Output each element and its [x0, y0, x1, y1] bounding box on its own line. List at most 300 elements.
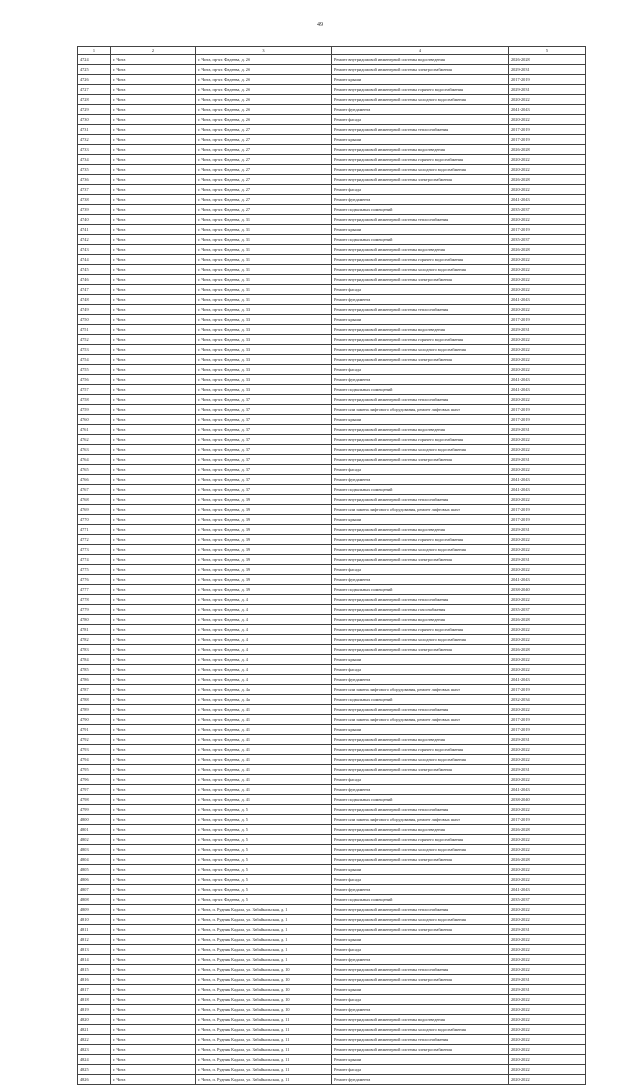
address: г. Чита, пр-кт. Фадеева, д. 5	[196, 835, 332, 845]
municipality: г. Чита	[111, 495, 196, 505]
row-number: 4744	[78, 255, 111, 265]
municipality: г. Чита	[111, 605, 196, 615]
repair-work-type: Ремонт фундамента	[332, 575, 509, 585]
planned-period: 2020-2022	[509, 945, 586, 955]
table-row	[78, 855, 586, 865]
address: г. Чита, пр-кт. Фадеева, д. 37	[196, 425, 332, 435]
repair-work-type: Ремонт внутридомовой инженерной системы горячего водоснабжения	[332, 255, 509, 265]
table-row	[78, 445, 586, 455]
address: г. Чита, пр-кт. Фадеева, д. 41	[196, 725, 332, 735]
planned-period: 2017-2019	[509, 225, 586, 235]
repair-work-type: Ремонт внутридомовой инженерной системы электроснабжения	[332, 855, 509, 865]
municipality: г. Чита	[111, 325, 196, 335]
address: г. Чита, пр-кт. Фадеева, д. 37	[196, 445, 332, 455]
municipality: г. Чита	[111, 895, 196, 905]
planned-period: 2020-2022	[509, 465, 586, 475]
municipality: г. Чита	[111, 265, 196, 275]
row-number: 4785	[78, 665, 111, 675]
table-row	[78, 275, 586, 285]
repair-work-type: Ремонт внутридомовой инженерной системы теплоснабжения	[332, 305, 509, 315]
row-number: 4780	[78, 615, 111, 625]
address: г. Чита, пр-кт. Фадеева, д. 4	[196, 625, 332, 635]
repair-work-type: Ремонт крыши	[332, 1055, 509, 1065]
repair-work-type: Ремонт фундамента	[332, 475, 509, 485]
planned-period: 2020-2022	[509, 545, 586, 555]
table-row	[78, 775, 586, 785]
row-number: 4771	[78, 525, 111, 535]
row-number: 4737	[78, 185, 111, 195]
planned-period: 2020-2022	[509, 655, 586, 665]
repair-work-type: Ремонт фасада	[332, 115, 509, 125]
table-row	[78, 635, 586, 645]
municipality: г. Чита	[111, 595, 196, 605]
municipality: г. Чита	[111, 675, 196, 685]
table-row	[78, 205, 586, 215]
repair-work-type: Ремонт или замена лифтового оборудования, ремонт лифтовых шахт	[332, 815, 509, 825]
table-row	[78, 185, 586, 195]
repair-work-type: Ремонт внутридомовой инженерной системы теплоснабжения	[332, 805, 509, 815]
row-number: 4809	[78, 905, 111, 915]
address: г. Чита, п. Рудник Кадала, ул. Забайкальская, д. 11	[196, 1065, 332, 1075]
row-number: 4802	[78, 835, 111, 845]
planned-period: 2035-2037	[509, 235, 586, 245]
planned-period: 2041-2043	[509, 295, 586, 305]
planned-period: 2020-2022	[509, 1075, 586, 1085]
municipality: г. Чита	[111, 795, 196, 805]
repair-work-type: Ремонт внутридомовой инженерной системы водоотведения	[332, 825, 509, 835]
repair-work-type: Ремонт фундамента	[332, 375, 509, 385]
row-number: 4742	[78, 235, 111, 245]
planned-period: 2029-2031	[509, 425, 586, 435]
row-number: 4734	[78, 155, 111, 165]
repair-work-type: Ремонт крыши	[332, 225, 509, 235]
planned-period: 2026-2028	[509, 855, 586, 865]
repair-work-type: Ремонт внутридомовой инженерной системы холодного водоснабжения	[332, 545, 509, 555]
municipality: г. Чита	[111, 335, 196, 345]
address: г. Чита, пр-кт. Фадеева, д. 41	[196, 715, 332, 725]
repair-work-type: Ремонт внутридомовой инженерной системы горячего водоснабжения	[332, 155, 509, 165]
table-row	[78, 715, 586, 725]
address: г. Чита, пр-кт. Фадеева, д. 2б	[196, 75, 332, 85]
planned-period: 2029-2031	[509, 975, 586, 985]
repair-work-type: Ремонт внутридомовой инженерной системы теплоснабжения	[332, 705, 509, 715]
planned-period: 2020-2022	[509, 875, 586, 885]
row-number: 4730	[78, 115, 111, 125]
planned-period: 2020-2022	[509, 365, 586, 375]
row-number: 4765	[78, 465, 111, 475]
repair-work-type: Ремонт внутридомовой инженерной системы электроснабжения	[332, 765, 509, 775]
repair-work-type: Ремонт внутридомовой инженерной системы теплоснабжения	[332, 495, 509, 505]
repair-work-type: Ремонт фундамента	[332, 885, 509, 895]
table-row	[78, 215, 586, 225]
repair-work-type: Ремонт внутридомовой инженерной системы электроснабжения	[332, 975, 509, 985]
table-row	[78, 395, 586, 405]
address: г. Чита, пр-кт. Фадеева, д. 4а	[196, 695, 332, 705]
row-number: 4759	[78, 405, 111, 415]
row-number: 4766	[78, 475, 111, 485]
address: г. Чита, пр-кт. Фадеева, д. 5	[196, 875, 332, 885]
capital-repair-table	[77, 46, 586, 1085]
planned-period: 2026-2028	[509, 825, 586, 835]
address: г. Чита, пр-кт. Фадеева, д. 41	[196, 735, 332, 745]
address: г. Чита, пр-кт. Фадеева, д. 37	[196, 455, 332, 465]
repair-work-type: Ремонт внутридомовой инженерной системы холодного водоснабжения	[332, 845, 509, 855]
row-number: 4762	[78, 435, 111, 445]
address: г. Чита, п. Рудник Кадала, ул. Забайкальская, д. 11	[196, 1015, 332, 1025]
address: г. Чита, пр-кт. Фадеева, д. 31	[196, 255, 332, 265]
municipality: г. Чита	[111, 705, 196, 715]
table-row	[78, 905, 586, 915]
repair-work-type: Ремонт подвальных помещений	[332, 695, 509, 705]
planned-period: 2041-2043	[509, 375, 586, 385]
address: г. Чита, пр-кт. Фадеева, д. 33	[196, 325, 332, 335]
row-number: 4808	[78, 895, 111, 905]
row-number: 4790	[78, 715, 111, 725]
municipality: г. Чита	[111, 735, 196, 745]
municipality: г. Чита	[111, 775, 196, 785]
planned-period: 2029-2031	[509, 85, 586, 95]
address: г. Чита, п. Рудник Кадала, ул. Забайкальская, д. 10	[196, 1005, 332, 1015]
repair-work-type: Ремонт фасада	[332, 1065, 509, 1075]
planned-period: 2020-2022	[509, 995, 586, 1005]
table-row	[78, 315, 586, 325]
municipality: г. Чита	[111, 395, 196, 405]
table-row	[78, 235, 586, 245]
planned-period: 2020-2022	[509, 285, 586, 295]
address: г. Чита, пр-кт. Фадеева, д. 5	[196, 805, 332, 815]
planned-period: 2026-2028	[509, 245, 586, 255]
repair-work-type: Ремонт внутридомовой инженерной системы холодного водоснабжения	[332, 445, 509, 455]
repair-work-type: Ремонт внутридомовой инженерной системы теплоснабжения	[332, 215, 509, 225]
municipality: г. Чита	[111, 315, 196, 325]
municipality: г. Чита	[111, 355, 196, 365]
municipality: г. Чита	[111, 95, 196, 105]
row-number: 4748	[78, 295, 111, 305]
table-row	[78, 915, 586, 925]
municipality: г. Чита	[111, 1075, 196, 1085]
planned-period: 2020-2022	[509, 1005, 586, 1015]
planned-period: 2020-2022	[509, 265, 586, 275]
repair-work-type: Ремонт фасада	[332, 365, 509, 375]
table-row	[78, 365, 586, 375]
table-row	[78, 345, 586, 355]
address: г. Чита, пр-кт. Фадеева, д. 5	[196, 845, 332, 855]
municipality: г. Чита	[111, 885, 196, 895]
row-number: 4786	[78, 675, 111, 685]
table-row	[78, 65, 586, 75]
repair-work-type: Ремонт внутридомовой инженерной системы водоотведения	[332, 615, 509, 625]
table-row	[78, 805, 586, 815]
repair-work-type: Ремонт внутридомовой инженерной системы холодного водоснабжения	[332, 755, 509, 765]
municipality: г. Чита	[111, 215, 196, 225]
address: г. Чита, пр-кт. Фадеева, д. 5	[196, 815, 332, 825]
row-number: 4803	[78, 845, 111, 855]
table-row	[78, 405, 586, 415]
address: г. Чита, п. Рудник Кадала, ул. Забайкальская, д. 1	[196, 945, 332, 955]
repair-work-type: Ремонт подвальных помещений	[332, 795, 509, 805]
repair-work-type: Ремонт внутридомовой инженерной системы горячего водоснабжения	[332, 835, 509, 845]
table-row	[78, 655, 586, 665]
table-row	[78, 95, 586, 105]
repair-work-type: Ремонт внутридомовой инженерной системы теплоснабжения	[332, 905, 509, 915]
repair-work-type: Ремонт внутридомовой инженерной системы водоотведения	[332, 425, 509, 435]
planned-period: 2029-2031	[509, 925, 586, 935]
address: г. Чита, пр-кт. Фадеева, д. 39	[196, 555, 332, 565]
address: г. Чита, пр-кт. Фадеева, д. 41	[196, 755, 332, 765]
municipality: г. Чита	[111, 585, 196, 595]
planned-period: 2035-2037	[509, 605, 586, 615]
table-row	[78, 305, 586, 315]
table-row	[78, 695, 586, 705]
address: г. Чита, пр-кт. Фадеева, д. 33	[196, 335, 332, 345]
address: г. Чита, пр-кт. Фадеева, д. 4	[196, 635, 332, 645]
municipality: г. Чита	[111, 1055, 196, 1065]
planned-period: 2020-2022	[509, 355, 586, 365]
planned-period: 2041-2043	[509, 675, 586, 685]
table-header	[78, 47, 586, 55]
planned-period: 2020-2022	[509, 1065, 586, 1075]
repair-work-type: Ремонт крыши	[332, 935, 509, 945]
municipality: г. Чита	[111, 965, 196, 975]
table-row	[78, 195, 586, 205]
planned-period: 2020-2022	[509, 335, 586, 345]
row-number: 4806	[78, 875, 111, 885]
table-row	[78, 115, 586, 125]
row-number: 4799	[78, 805, 111, 815]
row-number: 4807	[78, 885, 111, 895]
municipality: г. Чита	[111, 545, 196, 555]
address: г. Чита, пр-кт. Фадеева, д. 39	[196, 525, 332, 535]
repair-work-type: Ремонт фундамента	[332, 105, 509, 115]
address: г. Чита, пр-кт. Фадеева, д. 33	[196, 375, 332, 385]
repair-work-type: Ремонт внутридомовой инженерной системы горячего водоснабжения	[332, 745, 509, 755]
row-number: 4768	[78, 495, 111, 505]
row-number: 4724	[78, 55, 111, 65]
planned-period: 2020-2022	[509, 915, 586, 925]
municipality: г. Чита	[111, 505, 196, 515]
row-number: 4811	[78, 925, 111, 935]
table-row	[78, 825, 586, 835]
municipality: г. Чита	[111, 695, 196, 705]
repair-work-type: Ремонт внутридомовой инженерной системы теплоснабжения	[332, 595, 509, 605]
repair-work-type: Ремонт внутридомовой инженерной системы горячего водоснабжения	[332, 625, 509, 635]
repair-work-type: Ремонт фундамента	[332, 785, 509, 795]
repair-work-type: Ремонт внутридомовой инженерной системы теплоснабжения	[332, 1035, 509, 1045]
row-number: 4728	[78, 95, 111, 105]
planned-period: 2038-2040	[509, 795, 586, 805]
table-row	[78, 495, 586, 505]
row-number: 4750	[78, 315, 111, 325]
repair-work-type: Ремонт или замена лифтового оборудования, ремонт лифтовых шахт	[332, 505, 509, 515]
address: г. Чита, пр-кт. Фадеева, д. 31	[196, 225, 332, 235]
row-number: 4745	[78, 265, 111, 275]
table-row	[78, 255, 586, 265]
repair-work-type: Ремонт внутридомовой инженерной системы горячего водоснабжения	[332, 535, 509, 545]
repair-work-type: Ремонт внутридомовой инженерной системы электроснабжения	[332, 65, 509, 75]
row-number: 4741	[78, 225, 111, 235]
repair-work-type: Ремонт крыши	[332, 415, 509, 425]
repair-work-type: Ремонт крыши	[332, 985, 509, 995]
address: г. Чита, пр-кт. Фадеева, д. 39	[196, 535, 332, 545]
table-row	[78, 385, 586, 395]
planned-period: 2020-2022	[509, 445, 586, 455]
address: г. Чита, пр-кт. Фадеева, д. 41	[196, 765, 332, 775]
address: г. Чита, пр-кт. Фадеева, д. 37	[196, 465, 332, 475]
municipality: г. Чита	[111, 995, 196, 1005]
repair-work-type: Ремонт внутридомовой инженерной системы холодного водоснабжения	[332, 265, 509, 275]
address: г. Чита, пр-кт. Фадеева, д. 27	[196, 185, 332, 195]
table-row	[78, 485, 586, 495]
municipality: г. Чита	[111, 195, 196, 205]
planned-period: 2020-2022	[509, 1035, 586, 1045]
repair-work-type: Ремонт или замена лифтового оборудования, ремонт лифтовых шахт	[332, 715, 509, 725]
planned-period: 2026-2028	[509, 645, 586, 655]
municipality: г. Чита	[111, 55, 196, 65]
planned-period: 2020-2022	[509, 1025, 586, 1035]
municipality: г. Чита	[111, 645, 196, 655]
address: г. Чита, пр-кт. Фадеева, д. 41	[196, 795, 332, 805]
row-number: 4733	[78, 145, 111, 155]
row-number: 4751	[78, 325, 111, 335]
municipality: г. Чита	[111, 835, 196, 845]
table-row	[78, 985, 586, 995]
planned-period: 2020-2022	[509, 185, 586, 195]
table-row	[78, 605, 586, 615]
row-number: 4770	[78, 515, 111, 525]
row-number: 4746	[78, 275, 111, 285]
municipality: г. Чита	[111, 475, 196, 485]
planned-period: 2041-2043	[509, 785, 586, 795]
municipality: г. Чита	[111, 305, 196, 315]
table-row	[78, 455, 586, 465]
municipality: г. Чита	[111, 565, 196, 575]
municipality: г. Чита	[111, 1015, 196, 1025]
repair-work-type: Ремонт внутридомовой инженерной системы электроснабжения	[332, 175, 509, 185]
municipality: г. Чита	[111, 165, 196, 175]
planned-period: 2020-2022	[509, 955, 586, 965]
table-row	[78, 1035, 586, 1045]
row-number: 4756	[78, 375, 111, 385]
repair-work-type: Ремонт внутридомовой инженерной системы электроснабжения	[332, 925, 509, 935]
municipality: г. Чита	[111, 865, 196, 875]
table-row	[78, 955, 586, 965]
table-row	[78, 415, 586, 425]
municipality: г. Чита	[111, 1025, 196, 1035]
address: г. Чита, пр-кт. Фадеева, д. 33	[196, 345, 332, 355]
municipality: г. Чита	[111, 745, 196, 755]
planned-period: 2041-2043	[509, 195, 586, 205]
table-row	[78, 75, 586, 85]
address: г. Чита, п. Рудник Кадала, ул. Забайкальская, д. 11	[196, 1055, 332, 1065]
municipality: г. Чита	[111, 375, 196, 385]
table-row	[78, 355, 586, 365]
planned-period: 2020-2022	[509, 535, 586, 545]
row-number: 4732	[78, 135, 111, 145]
repair-work-type: Ремонт внутридомовой инженерной системы холодного водоснабжения	[332, 635, 509, 645]
table-row	[78, 1025, 586, 1035]
address: г. Чита, пр-кт. Фадеева, д. 4	[196, 645, 332, 655]
municipality: г. Чита	[111, 75, 196, 85]
row-number: 4725	[78, 65, 111, 75]
table-row	[78, 295, 586, 305]
municipality: г. Чита	[111, 805, 196, 815]
municipality: г. Чита	[111, 255, 196, 265]
row-number: 4817	[78, 985, 111, 995]
table-row	[78, 125, 586, 135]
planned-period: 2020-2022	[509, 835, 586, 845]
municipality: г. Чита	[111, 445, 196, 455]
row-number: 4774	[78, 555, 111, 565]
table-row	[78, 105, 586, 115]
municipality: г. Чита	[111, 985, 196, 995]
repair-work-type: Ремонт внутридомовой инженерной системы горячего водоснабжения	[332, 435, 509, 445]
planned-period: 2017-2019	[509, 125, 586, 135]
row-number: 4795	[78, 765, 111, 775]
table-row	[78, 1055, 586, 1065]
table-row	[78, 845, 586, 855]
address: г. Чита, пр-кт. Фадеева, д. 2б	[196, 55, 332, 65]
planned-period: 2020-2022	[509, 805, 586, 815]
municipality: г. Чита	[111, 525, 196, 535]
address: г. Чита, пр-кт. Фадеева, д. 41	[196, 785, 332, 795]
row-number: 4776	[78, 575, 111, 585]
planned-period: 2020-2022	[509, 95, 586, 105]
header-row	[78, 47, 586, 55]
municipality: г. Чита	[111, 125, 196, 135]
row-number: 4773	[78, 545, 111, 555]
row-number: 4767	[78, 485, 111, 495]
row-number: 4812	[78, 935, 111, 945]
municipality: г. Чита	[111, 295, 196, 305]
address: г. Чита, пр-кт. Фадеева, д. 4а	[196, 685, 332, 695]
row-number: 4783	[78, 645, 111, 655]
table-row	[78, 85, 586, 95]
table-row	[78, 945, 586, 955]
repair-work-type: Ремонт внутридомовой инженерной системы водоотведения	[332, 145, 509, 155]
address: г. Чита, пр-кт. Фадеева, д. 27	[196, 125, 332, 135]
repair-work-type: Ремонт внутридомовой инженерной системы водоотведения	[332, 525, 509, 535]
planned-period: 2020-2022	[509, 155, 586, 165]
planned-period: 2041-2043	[509, 485, 586, 495]
municipality: г. Чита	[111, 1065, 196, 1075]
address: г. Чита, пр-кт. Фадеева, д. 31	[196, 285, 332, 295]
row-number: 4814	[78, 955, 111, 965]
planned-period: 2032-2034	[509, 695, 586, 705]
table-row	[78, 1005, 586, 1015]
municipality: г. Чита	[111, 555, 196, 565]
table-row	[78, 965, 586, 975]
row-number: 4726	[78, 75, 111, 85]
repair-work-type: Ремонт или замена лифтового оборудования, ремонт лифтовых шахт	[332, 685, 509, 695]
planned-period: 2020-2022	[509, 755, 586, 765]
table-row	[78, 795, 586, 805]
address: г. Чита, пр-кт. Фадеева, д. 37	[196, 435, 332, 445]
table-row	[78, 505, 586, 515]
planned-period: 2017-2019	[509, 315, 586, 325]
address: г. Чита, пр-кт. Фадеева, д. 5	[196, 855, 332, 865]
address: г. Чита, пр-кт. Фадеева, д. 2б	[196, 65, 332, 75]
planned-period: 2020-2022	[509, 1045, 586, 1055]
planned-period: 2029-2031	[509, 555, 586, 565]
planned-period: 2020-2022	[509, 665, 586, 675]
municipality: г. Чита	[111, 385, 196, 395]
row-number: 4772	[78, 535, 111, 545]
planned-period: 2029-2031	[509, 325, 586, 335]
planned-period: 2041-2043	[509, 885, 586, 895]
municipality: г. Чита	[111, 155, 196, 165]
municipality: г. Чита	[111, 115, 196, 125]
row-number: 4752	[78, 335, 111, 345]
